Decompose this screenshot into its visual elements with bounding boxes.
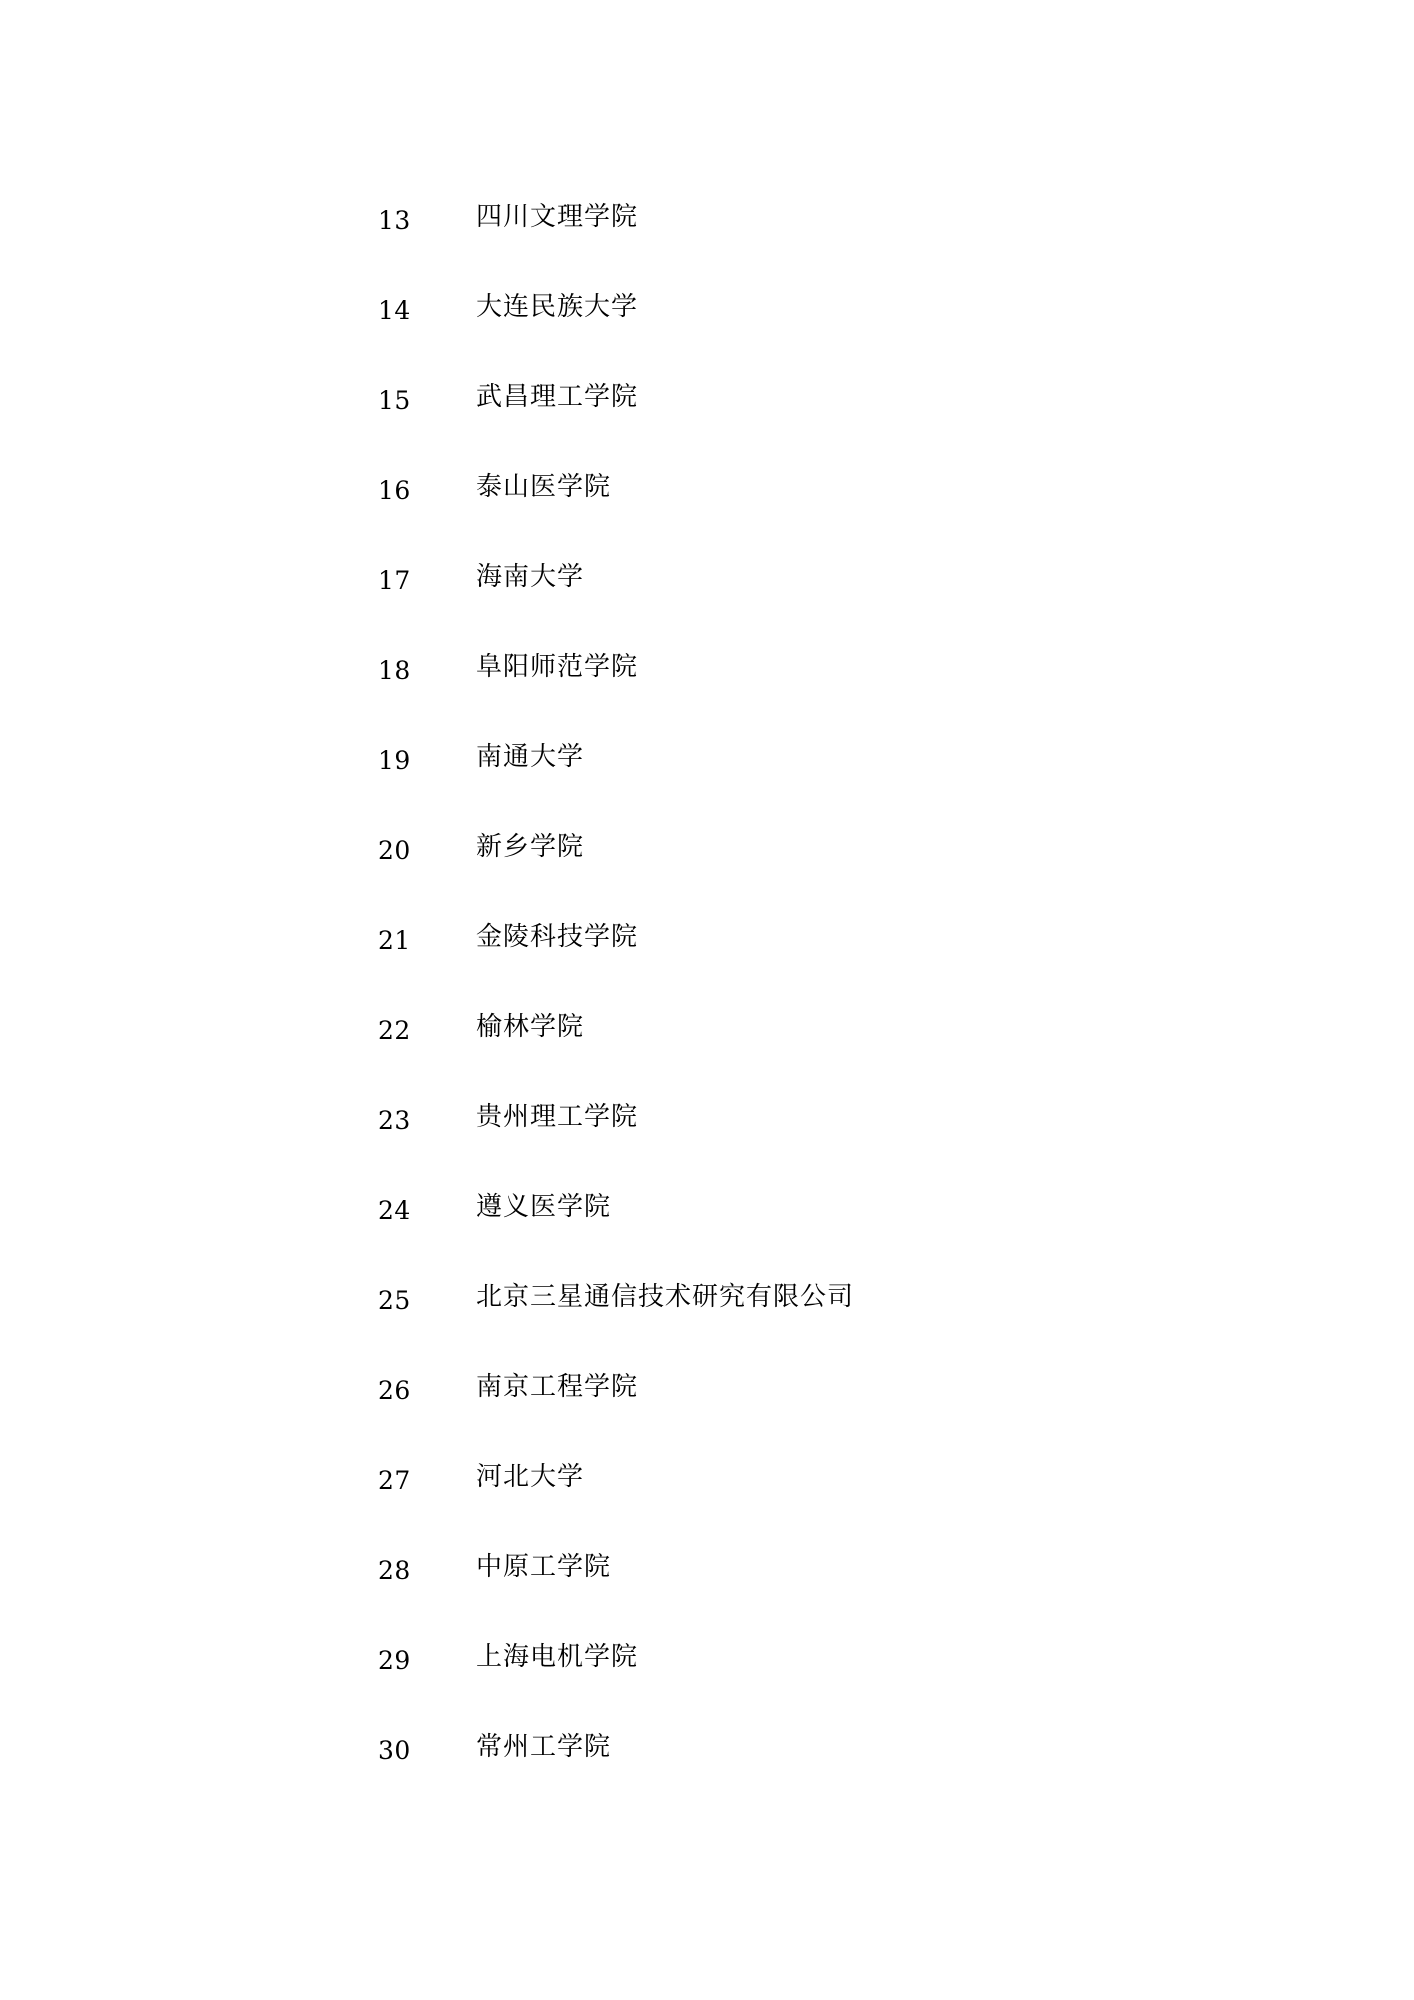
institution-name: 新乡学院 [476, 832, 585, 862]
institution-name: 中原工学院 [476, 1552, 612, 1582]
institution-name: 遵义医学院 [476, 1192, 612, 1222]
list-item [0, 1006, 1414, 1054]
list-item [0, 736, 1414, 784]
institution-name: 泰山医学院 [476, 472, 612, 502]
item-number: 29 [378, 1646, 411, 1675]
item-number: 26 [378, 1376, 411, 1405]
institution-name: 南京工程学院 [476, 1372, 639, 1402]
institution-name: 金陵科技学院 [476, 922, 639, 952]
list-item [0, 916, 1414, 964]
item-number: 18 [378, 656, 411, 685]
item-number: 17 [378, 566, 411, 595]
list-item [0, 826, 1414, 874]
institution-name: 南通大学 [476, 742, 585, 772]
list-item [0, 286, 1414, 334]
list-item [0, 1366, 1414, 1414]
institution-name: 榆林学院 [476, 1012, 585, 1042]
item-number: 22 [378, 1016, 411, 1045]
institution-name: 北京三星通信技术研究有限公司 [476, 1282, 855, 1312]
item-number: 15 [378, 386, 411, 415]
item-number: 21 [378, 926, 411, 955]
list-item [0, 1546, 1414, 1594]
list-item [0, 556, 1414, 604]
list-item [0, 1276, 1414, 1324]
item-number: 20 [378, 836, 411, 865]
institution-name: 阜阳师范学院 [476, 652, 639, 682]
institution-name: 四川文理学院 [476, 202, 639, 232]
item-number: 16 [378, 476, 411, 505]
institution-name: 海南大学 [476, 562, 585, 592]
item-number: 24 [378, 1196, 411, 1225]
list-item [0, 1186, 1414, 1234]
item-number: 25 [378, 1286, 411, 1315]
institution-name: 贵州理工学院 [476, 1102, 639, 1132]
list-item [0, 196, 1414, 244]
institution-name: 上海电机学院 [476, 1642, 639, 1672]
list-item [0, 1096, 1414, 1144]
list-item [0, 466, 1414, 514]
institution-name: 河北大学 [476, 1462, 585, 1492]
item-number: 13 [378, 206, 411, 235]
institution-name: 武昌理工学院 [476, 382, 639, 412]
list-item [0, 1636, 1414, 1684]
item-number: 27 [378, 1466, 411, 1495]
list-item [0, 1456, 1414, 1504]
institution-name: 大连民族大学 [476, 292, 639, 322]
item-number: 19 [378, 746, 411, 775]
list-item [0, 646, 1414, 694]
item-number: 28 [378, 1556, 411, 1585]
list-item [0, 1726, 1414, 1774]
item-number: 14 [378, 296, 411, 325]
item-number: 23 [378, 1106, 411, 1135]
item-number: 30 [378, 1736, 411, 1765]
list-item [0, 376, 1414, 424]
institution-name: 常州工学院 [476, 1732, 612, 1762]
